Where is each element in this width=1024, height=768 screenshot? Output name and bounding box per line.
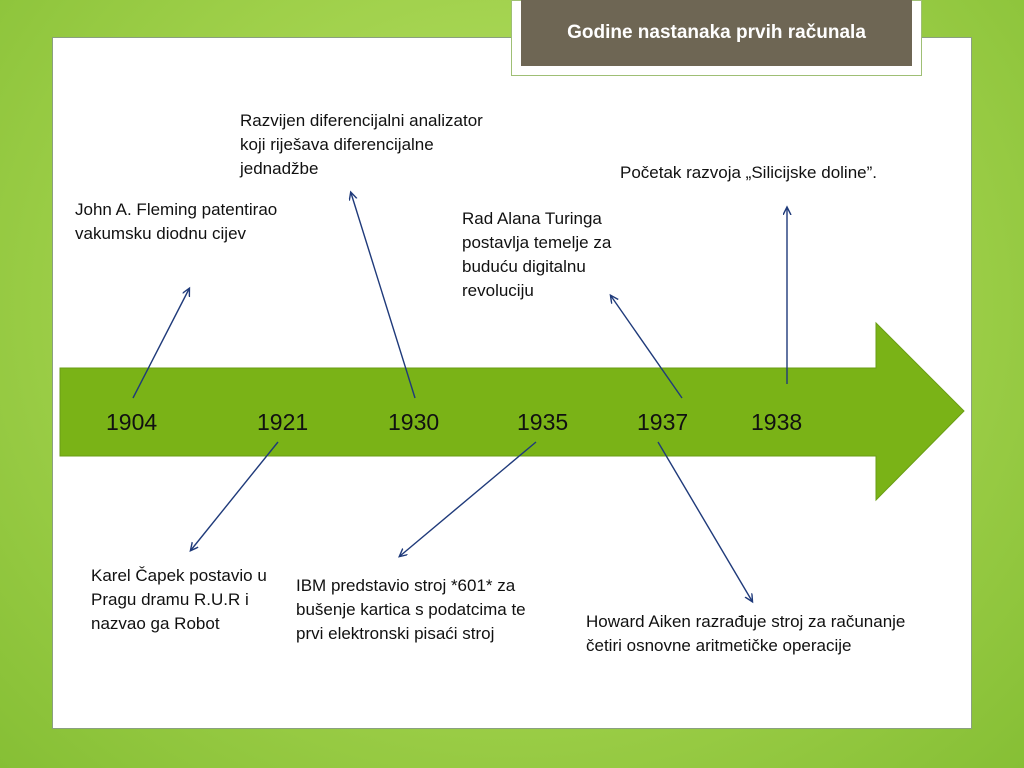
connector-1937-down	[658, 442, 752, 601]
event-analyzer: Razvijen diferencijalni analizator koji riješava diferencijalne jednadžbe	[240, 111, 483, 178]
year-1930: 1930	[388, 409, 440, 435]
event-capek: Karel Čapek postavio u Pragu dramu R.U.R i nazvao ga Robot	[91, 566, 267, 633]
year-1937: 1937	[637, 409, 689, 435]
year-1904: 1904	[106, 409, 158, 435]
timeline-arrow	[60, 323, 964, 500]
event-fleming: John A. Fleming patentirao vakumsku diodnu cijev	[75, 200, 278, 243]
slide-title: Godine nastanaka prvih računala	[521, 0, 912, 66]
connector-1930	[351, 193, 415, 398]
event-aiken: Howard Aiken razrađuje stroj za računanje četiri osnovne aritmetičke operacije	[586, 612, 906, 655]
connector-1921	[191, 442, 278, 550]
event-ibm: IBM predstavio stroj *601* za bušenje kartica s podatcima te prvi elektronski pisaći stroj	[296, 576, 526, 643]
year-1935: 1935	[517, 409, 569, 435]
year-1921: 1921	[257, 409, 309, 435]
year-1938: 1938	[751, 409, 803, 435]
connector-1935	[400, 442, 536, 556]
event-silicon-valley: Početak razvoja „Silicijske doline”.	[620, 163, 877, 182]
event-turing: Rad Alana Turinga postavlja temelje za buduću digitalnu revoluciju	[462, 209, 612, 300]
